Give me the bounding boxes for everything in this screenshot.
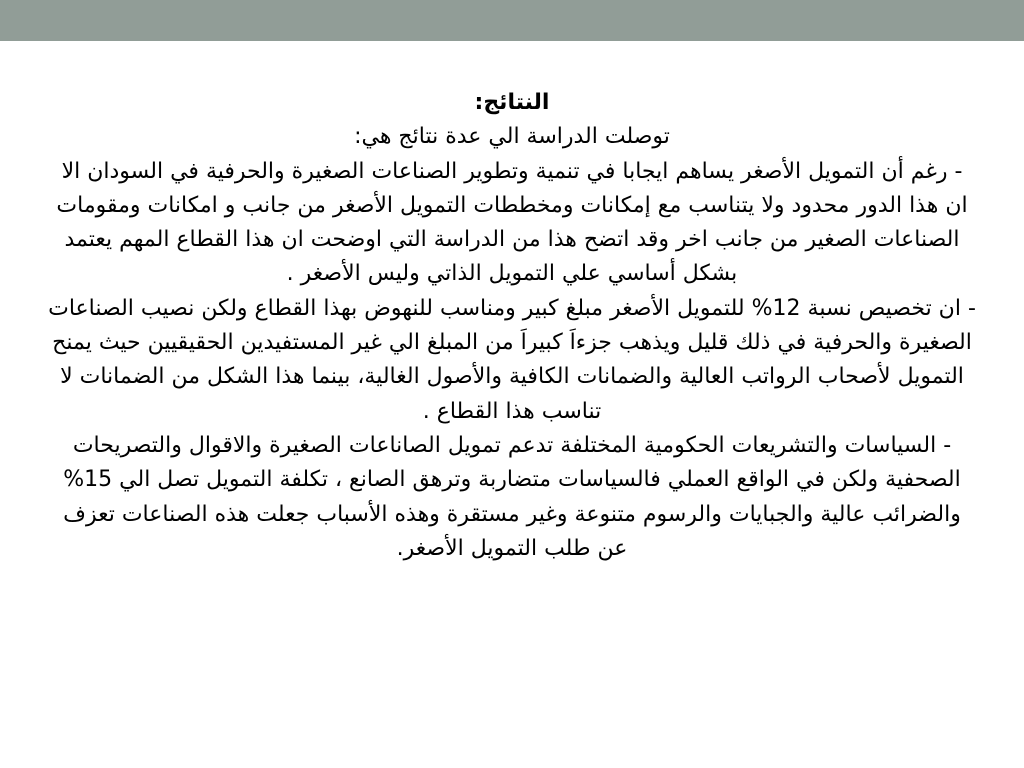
- slide-body: [48, 86, 976, 566]
- result-paragraph-2: - ان تخصيص نسبة 12% للتمويل الأصغر مبلغ كبير ومناسب للنهوض بهذا القطاع ولكن نصيب الصناعات الصغيرة والحرفية في ذلك قليل ويذهب جزءاَ كبيراَ من المبلغ الي غير المستفيدين الحقيقيين حيث يمنح التمويل لأصحاب الرواتب العالية والضمانات الكافية والأصول الغالية، بينما هذا الشكل من الضمانات لا تناسب هذا القطاع .: [48, 295, 976, 424]
- result-paragraph-3: - السياسات والتشريعات الحكومية المختلفة تدعم تمويل الصاناعات الصغيرة والاقوال والتصريحات الصحفية ولكن في الواقع العملي فالسياسات متضاربة وترهق الصانع ، تكلفة التمويل تصل الي 15% والضرائب عالية والجبايات والرسوم متنوعة وغير مستقرة وهذه الأسباب جعلت هذه الصناعات تعزف عن طلب التمويل الأصغر.: [63, 432, 961, 561]
- top-accent-bar: [0, 0, 1024, 41]
- results-intro: توصلت الدراسة الي عدة نتائج هي:: [354, 124, 670, 150]
- result-paragraph-1: - رغم أن التمويل الأصغر يساهم ايجابا في تنمية وتطوير الصناعات الصغيرة والحرفية في السودان الا ان هذا الدور محدود ولا يتناسب مع إمكانات ومخططات التمويل الأصغر من جانب و امكانات ومقومات الصناعات الصغير من جانب اخر وقد اتضح هذا من الدراسة التي اوضحت ان هذا القطاع المهم يعتمد بشكل أساسي علي التمويل الذاتي وليس الأصغر .: [56, 158, 968, 287]
- results-heading: النتائج:: [474, 90, 550, 115]
